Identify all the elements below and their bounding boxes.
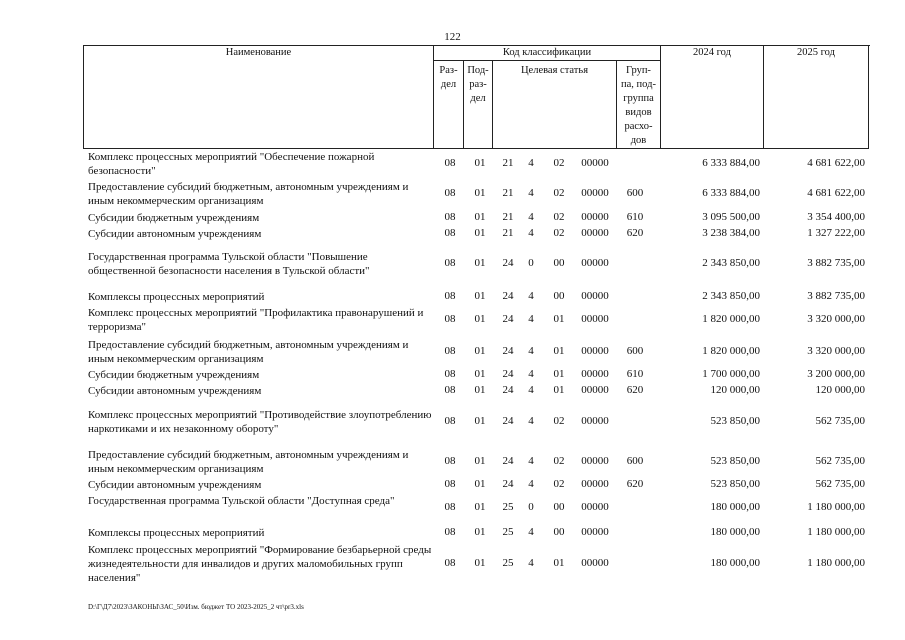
row-podrazdel: 01 <box>474 368 486 380</box>
table-row <box>0 526 905 540</box>
row-group: 620 <box>626 227 644 239</box>
row-razdel: 08 <box>444 384 456 396</box>
row-subprogram: 4 <box>528 157 534 169</box>
row-subprogram: 4 <box>528 313 534 325</box>
row-razdel: 08 <box>444 345 456 357</box>
row-razdel: 08 <box>444 368 456 380</box>
row-group: 600 <box>626 345 644 357</box>
table-row <box>0 494 905 522</box>
row-name: Комплекс процессных мероприятий "Профилактика правонарушений и терроризма" <box>88 307 424 333</box>
row-podrazdel: 01 <box>474 526 486 538</box>
row-event: 01 <box>553 368 565 380</box>
row-razdel: 08 <box>444 415 456 427</box>
row-name: Государственная программа Тульской области "Повышение общественной безопасности населения в Тульской области" <box>88 251 370 277</box>
row-event: 01 <box>553 557 565 569</box>
row-program: 25 <box>502 501 514 513</box>
row-value-2025: 4 681 622,00 <box>807 187 865 199</box>
row-value-2025: 4 681 622,00 <box>807 157 865 169</box>
row-subprogram: 4 <box>528 557 534 569</box>
row-subprogram: 4 <box>528 227 534 239</box>
row-event: 02 <box>553 478 565 490</box>
row-subprogram: 4 <box>528 478 534 490</box>
row-program: 21 <box>502 227 514 239</box>
row-podrazdel: 01 <box>474 211 486 223</box>
row-direction: 00000 <box>581 478 609 490</box>
row-event: 02 <box>553 455 565 467</box>
row-event: 01 <box>553 313 565 325</box>
row-subprogram: 0 <box>528 257 534 269</box>
row-podrazdel: 01 <box>474 157 486 169</box>
row-group: 610 <box>626 211 644 223</box>
row-name: Предоставление субсидий бюджетным, автономным учреждениям и иным некоммерческим организациям <box>88 449 409 475</box>
row-value-2024: 1 820 000,00 <box>702 345 760 357</box>
file-path-footer: D:\Г\Д7\2023\ЗАКОНЫ\ЗАС_50\Изм. бюджет ТО 2023-2025_2 чт\pr3.xls <box>88 603 304 611</box>
row-podrazdel: 01 <box>474 227 486 239</box>
row-value-2024: 3 238 384,00 <box>702 227 760 239</box>
row-program: 21 <box>502 157 514 169</box>
row-podrazdel: 01 <box>474 557 486 569</box>
header-celevaya: Целевая статья <box>493 61 617 149</box>
row-direction: 00000 <box>581 290 609 302</box>
row-event: 02 <box>553 187 565 199</box>
row-direction: 00000 <box>581 345 609 357</box>
row-razdel: 08 <box>444 227 456 239</box>
row-value-2025: 3 320 000,00 <box>807 345 865 357</box>
row-podrazdel: 01 <box>474 384 486 396</box>
table-row <box>0 478 905 492</box>
row-value-2024: 180 000,00 <box>710 557 760 569</box>
row-podrazdel: 01 <box>474 478 486 490</box>
row-value-2024: 1 820 000,00 <box>702 313 760 325</box>
row-direction: 00000 <box>581 227 609 239</box>
row-subprogram: 4 <box>528 384 534 396</box>
row-value-2025: 3 354 400,00 <box>807 211 865 223</box>
table-row <box>0 306 905 334</box>
row-group: 620 <box>626 478 644 490</box>
row-program: 21 <box>502 187 514 199</box>
row-name: Субсидии автономным учреждениям <box>88 479 262 491</box>
row-name: Комплексы процессных мероприятий <box>88 527 265 539</box>
header-code: Код классификации <box>434 46 661 61</box>
row-podrazdel: 01 <box>474 501 486 513</box>
row-value-2025: 3 200 000,00 <box>807 368 865 380</box>
row-value-2025: 3 320 000,00 <box>807 313 865 325</box>
row-razdel: 08 <box>444 526 456 538</box>
row-podrazdel: 01 <box>474 415 486 427</box>
row-direction: 00000 <box>581 187 609 199</box>
row-direction: 00000 <box>581 313 609 325</box>
row-value-2024: 180 000,00 <box>710 501 760 513</box>
row-razdel: 08 <box>444 455 456 467</box>
row-razdel: 08 <box>444 187 456 199</box>
row-program: 25 <box>502 526 514 538</box>
row-podrazdel: 01 <box>474 257 486 269</box>
row-name: Комплекс процессных мероприятий "Формирование безбарьерной среды жизнедеятельности для инвалидов и других маломобильных групп населения" <box>88 544 432 584</box>
row-value-2025: 1 180 000,00 <box>807 526 865 538</box>
row-podrazdel: 01 <box>474 345 486 357</box>
row-name: Субсидии бюджетным учреждениям <box>88 212 260 224</box>
table-row <box>0 368 905 382</box>
header-podrazdel: Под- раз- дел <box>464 61 493 149</box>
row-razdel: 08 <box>444 557 456 569</box>
row-name: Субсидии автономным учреждениям <box>88 385 262 397</box>
row-podrazdel: 01 <box>474 455 486 467</box>
row-name: Комплексы процессных мероприятий <box>88 291 265 303</box>
row-subprogram: 4 <box>528 415 534 427</box>
table-row <box>0 384 905 398</box>
table-row <box>0 543 905 585</box>
row-value-2025: 1 327 222,00 <box>807 227 865 239</box>
row-value-2024: 3 095 500,00 <box>702 211 760 223</box>
row-program: 24 <box>502 455 514 467</box>
row-group: 610 <box>626 368 644 380</box>
row-direction: 00000 <box>581 455 609 467</box>
row-value-2024: 1 700 000,00 <box>702 368 760 380</box>
row-value-2024: 523 850,00 <box>710 478 760 490</box>
table-row <box>0 338 905 366</box>
row-program: 24 <box>502 368 514 380</box>
row-value-2024: 523 850,00 <box>710 415 760 427</box>
row-program: 24 <box>502 384 514 396</box>
row-razdel: 08 <box>444 211 456 223</box>
row-subprogram: 4 <box>528 526 534 538</box>
row-podrazdel: 01 <box>474 187 486 199</box>
table-row <box>0 290 905 304</box>
row-value-2025: 1 180 000,00 <box>807 501 865 513</box>
row-event: 00 <box>553 290 565 302</box>
row-razdel: 08 <box>444 313 456 325</box>
row-event: 00 <box>553 526 565 538</box>
row-group: 600 <box>626 187 644 199</box>
row-subprogram: 4 <box>528 455 534 467</box>
row-event: 00 <box>553 257 565 269</box>
row-value-2024: 2 343 850,00 <box>702 257 760 269</box>
table-row <box>0 180 905 208</box>
row-event: 02 <box>553 157 565 169</box>
table-row <box>0 211 905 225</box>
row-direction: 00000 <box>581 157 609 169</box>
row-subprogram: 4 <box>528 368 534 380</box>
row-podrazdel: 01 <box>474 313 486 325</box>
row-subprogram: 4 <box>528 345 534 357</box>
row-program: 24 <box>502 290 514 302</box>
page-number: 122 <box>444 31 461 43</box>
row-value-2024: 523 850,00 <box>710 455 760 467</box>
row-name: Предоставление субсидий бюджетным, автономным учреждениям и иным некоммерческим организациям <box>88 339 409 365</box>
header-2025: 2025 год <box>764 46 869 149</box>
table-row <box>0 408 905 436</box>
row-event: 02 <box>553 227 565 239</box>
row-name: Комплекс процессных мероприятий "Обеспечение пожарной безопасности" <box>88 151 375 177</box>
row-value-2024: 2 343 850,00 <box>702 290 760 302</box>
row-program: 24 <box>502 257 514 269</box>
row-program: 24 <box>502 313 514 325</box>
row-program: 24 <box>502 415 514 427</box>
row-value-2025: 562 735,00 <box>815 415 865 427</box>
row-group: 600 <box>626 455 644 467</box>
table-row <box>0 448 905 476</box>
row-value-2025: 120 000,00 <box>815 384 865 396</box>
row-razdel: 08 <box>444 478 456 490</box>
row-program: 25 <box>502 557 514 569</box>
row-value-2025: 1 180 000,00 <box>807 557 865 569</box>
row-event: 00 <box>553 501 565 513</box>
row-razdel: 08 <box>444 290 456 302</box>
row-event: 02 <box>553 415 565 427</box>
row-value-2024: 6 333 884,00 <box>702 157 760 169</box>
row-direction: 00000 <box>581 257 609 269</box>
row-value-2024: 180 000,00 <box>710 526 760 538</box>
row-name: Государственная программа Тульской области "Доступная среда" <box>88 495 395 507</box>
table-row <box>0 250 905 278</box>
row-subprogram: 4 <box>528 187 534 199</box>
row-program: 21 <box>502 211 514 223</box>
row-razdel: 08 <box>444 501 456 513</box>
row-podrazdel: 01 <box>474 290 486 302</box>
table-row <box>0 227 905 241</box>
row-name: Предоставление субсидий бюджетным, автономным учреждениям и иным некоммерческим организациям <box>88 181 409 207</box>
row-value-2024: 120 000,00 <box>710 384 760 396</box>
row-direction: 00000 <box>581 526 609 538</box>
header-2024: 2024 год <box>661 46 764 149</box>
row-name: Субсидии автономным учреждениям <box>88 228 262 240</box>
row-name: Субсидии бюджетным учреждениям <box>88 369 260 381</box>
row-program: 24 <box>502 478 514 490</box>
row-subprogram: 4 <box>528 211 534 223</box>
row-razdel: 08 <box>444 157 456 169</box>
row-name: Комплекс процессных мероприятий "Противодействие злоупотреблению наркотиками и их незаконному обороту" <box>88 409 432 435</box>
row-group: 620 <box>626 384 644 396</box>
row-value-2025: 562 735,00 <box>815 455 865 467</box>
table-header <box>83 45 870 149</box>
row-direction: 00000 <box>581 368 609 380</box>
row-razdel: 08 <box>444 257 456 269</box>
row-subprogram: 4 <box>528 290 534 302</box>
row-event: 02 <box>553 211 565 223</box>
header-razdel: Раз- дел <box>434 61 464 149</box>
row-event: 01 <box>553 345 565 357</box>
row-value-2024: 6 333 884,00 <box>702 187 760 199</box>
row-program: 24 <box>502 345 514 357</box>
row-direction: 00000 <box>581 501 609 513</box>
row-event: 01 <box>553 384 565 396</box>
row-value-2025: 562 735,00 <box>815 478 865 490</box>
row-subprogram: 0 <box>528 501 534 513</box>
header-gruppa: Груп- па, под- группа видов расхо- дов <box>617 61 661 149</box>
row-value-2025: 3 882 735,00 <box>807 290 865 302</box>
row-direction: 00000 <box>581 211 609 223</box>
row-direction: 00000 <box>581 415 609 427</box>
row-value-2025: 3 882 735,00 <box>807 257 865 269</box>
row-direction: 00000 <box>581 557 609 569</box>
table-row <box>0 150 905 178</box>
header-name: Наименование <box>84 46 434 149</box>
row-direction: 00000 <box>581 384 609 396</box>
